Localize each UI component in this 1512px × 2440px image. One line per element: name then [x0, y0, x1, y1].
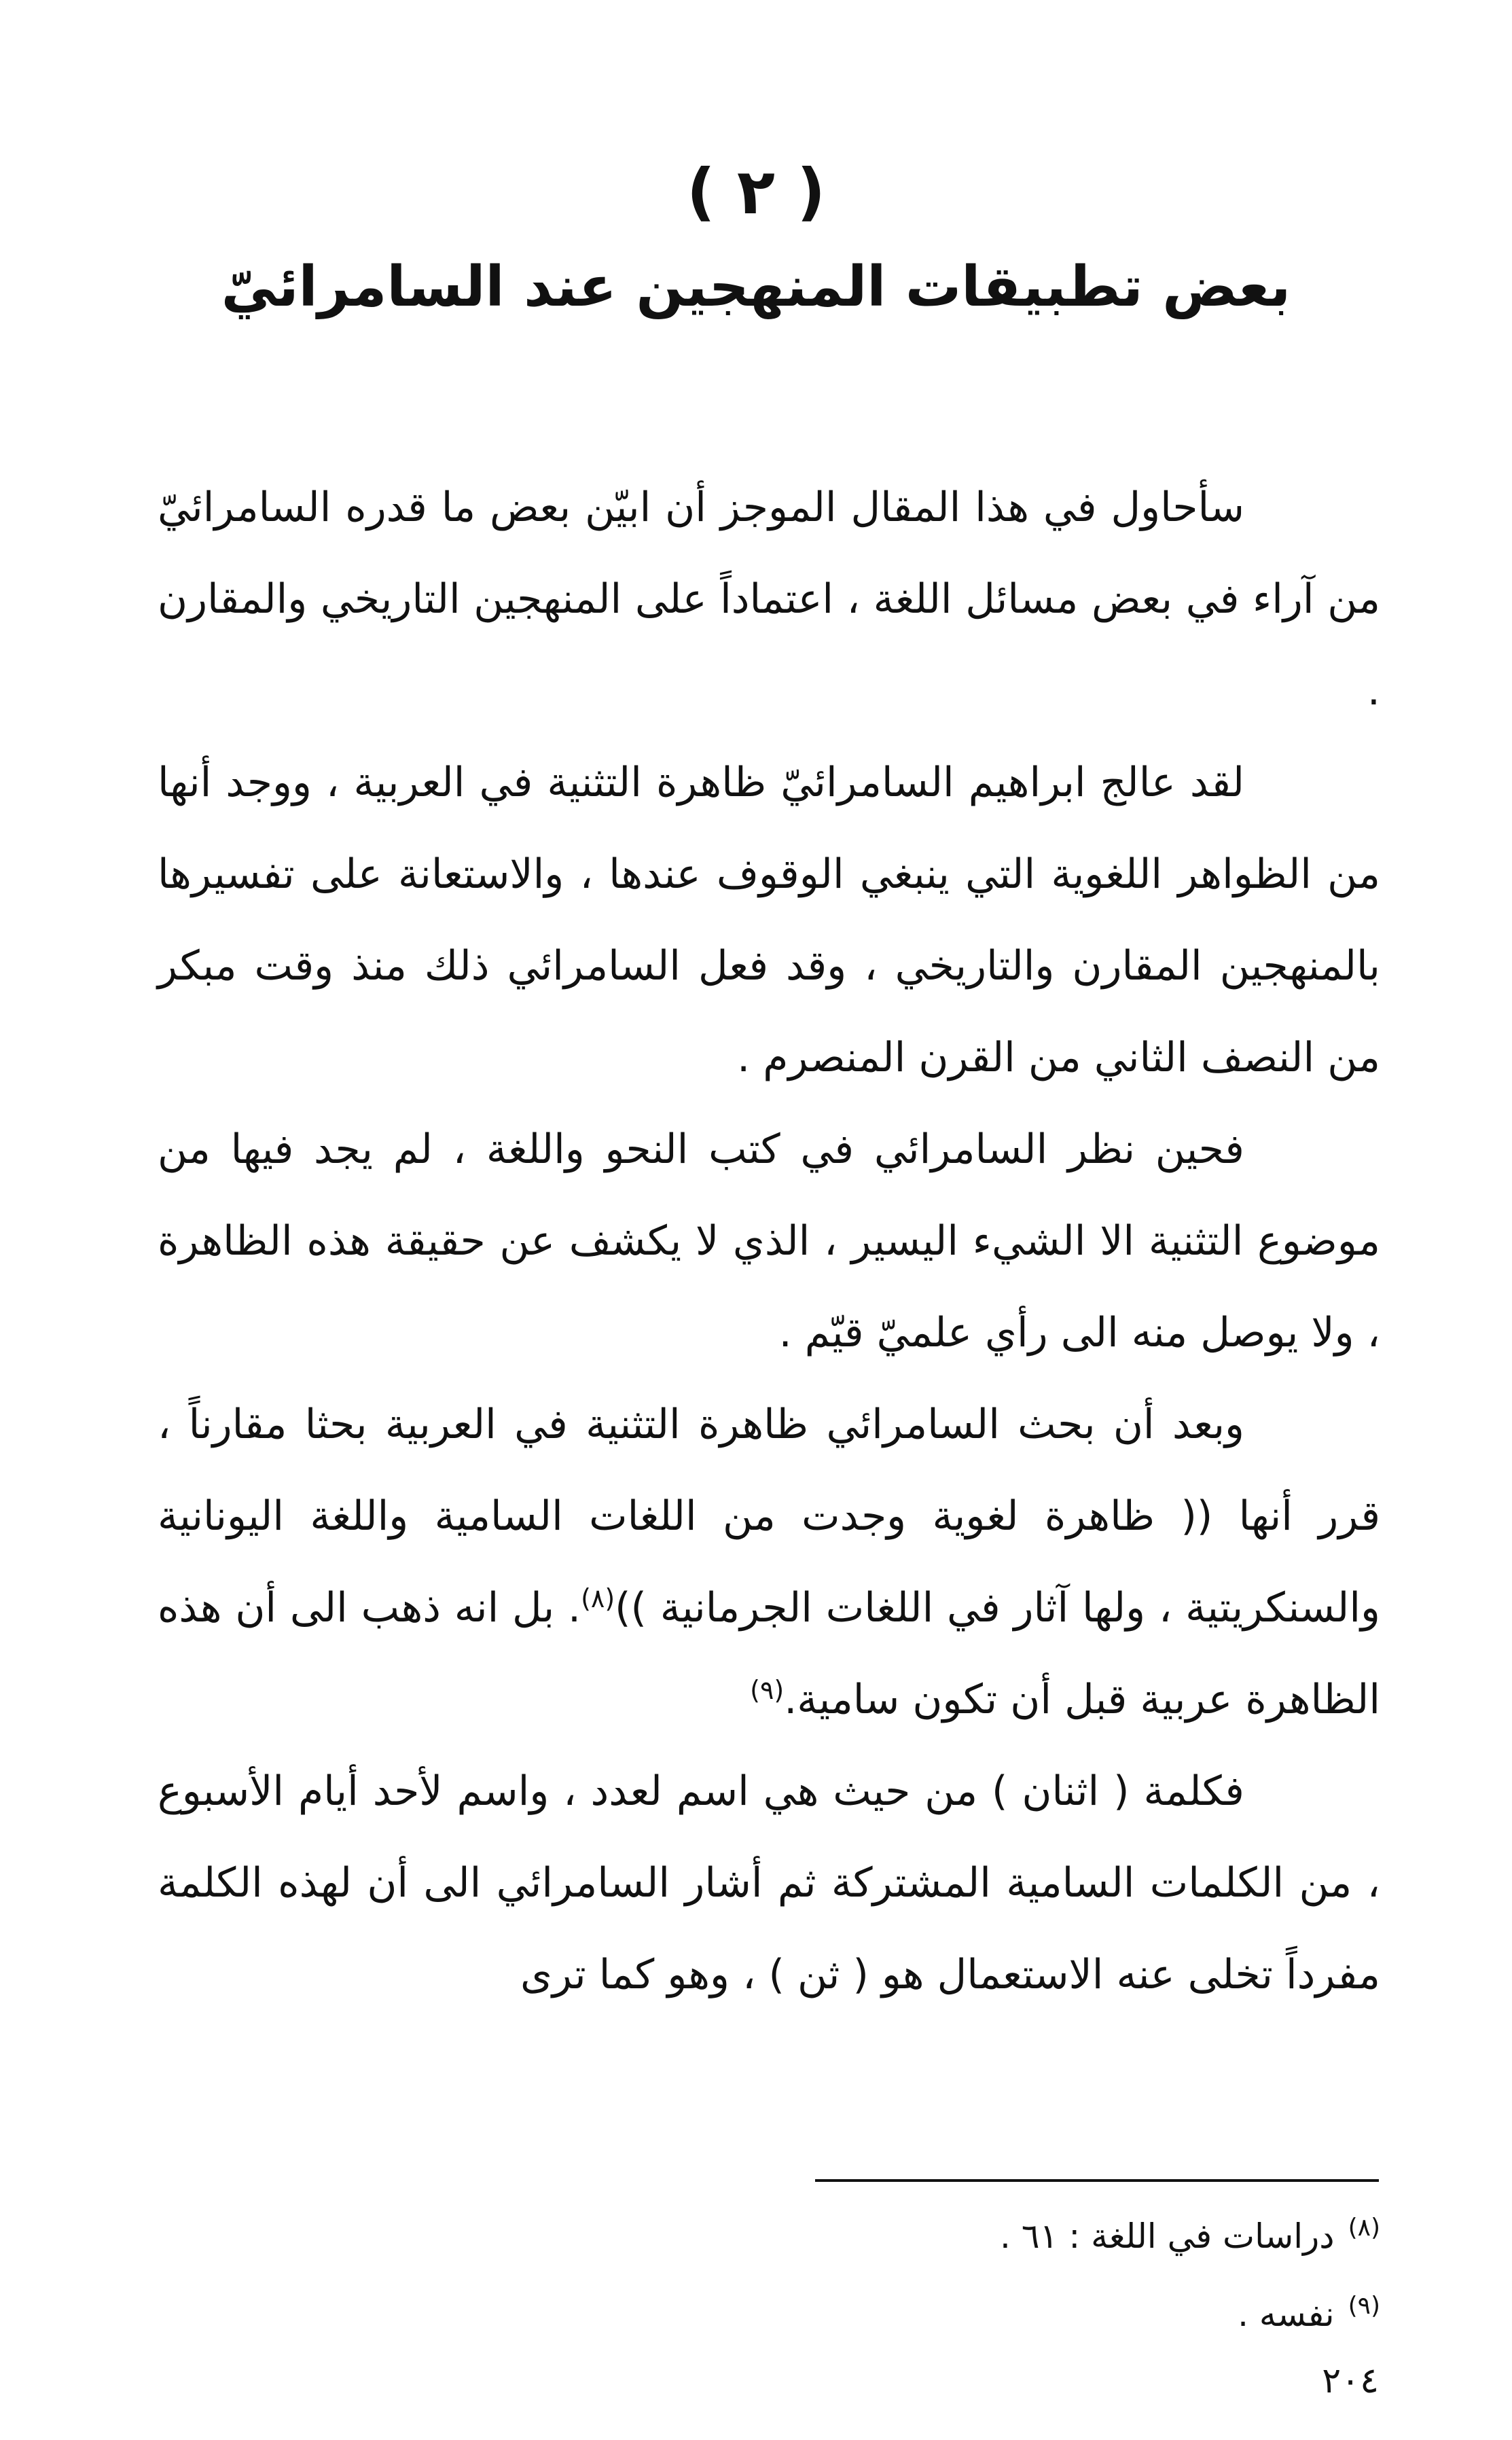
- section-number: ( ٢ ): [686, 156, 826, 228]
- body-text: [158, 462, 1380, 2021]
- footnote-ref-9: (٩): [750, 1675, 785, 1705]
- footnote-8: [158, 2197, 1380, 2276]
- footnote-text: دراسات في اللغة : ٦١ .: [999, 2217, 1335, 2256]
- section-title: بعض تطبيقات المنهجين عند السامرائيّ: [221, 255, 1291, 319]
- footnote-text: نفسه .: [1238, 2295, 1335, 2334]
- page-number: ٢٠٤: [1322, 2361, 1379, 2401]
- paragraph-2: لقد عالج ابراهيم السامرائيّ ظاهرة التثنية في العربية ، ووجد أنها من الظواهر اللغوية التي ينبغي الوقوف عندها ، والاستعانة على تفسيرها بالمنهجين المقارن والتاريخي ، وقد فعل السامرائي ذلك منذ وقت مبكر من النصف الثاني من القرن المنصرم .: [158, 759, 1380, 1081]
- footnotes: [158, 2197, 1380, 2354]
- footnote-divider: [815, 2179, 1379, 2182]
- paragraph-3: فحين نظر السامرائي في كتب النحو واللغة ، لم يجد فيها من موضوع التثنية الا الشيء اليسير ، الذي لا يكشف عن حقيقة هذه الظاهرة ، ولا يوصل منه الى رأي علميّ قيّم .: [158, 1126, 1380, 1357]
- footnote-mark: (٩): [1348, 2292, 1380, 2320]
- paragraph-4-text-b: . بل انه ذهب الى أن هذه الظاهرة عربية قبل أن تكون سامية.: [158, 1584, 1380, 1723]
- footnote-mark: (٨): [1348, 2214, 1380, 2242]
- paragraph-4-text-a: وبعد أن بحث السامرائي ظاهرة التثنية في العربية بحثا مقارناً ، قرر أنها (( ظاهرة لغوية وجدت من اللغات السامية واللغة اليونانية والسنكريتية ، ولها آثار في اللغات الجرمانية )): [158, 1401, 1380, 1632]
- paragraph-1: سأحاول في هذا المقال الموجز أن ابيّن بعض ما قدره السامرائيّ من آراء في بعض مسائل اللغة ، اعتماداً على المنهجين التاريخي والمقارن .: [158, 484, 1380, 715]
- footnote-ref-8: (٨): [581, 1583, 615, 1613]
- paragraph-5: فكلمة ( اثنان ) من حيث هي اسم لعدد ، واسم لأحد أيام الأسبوع ، من الكلمات السامية المشتركة ثم أشار السامرائي الى أن لهذه الكلمة مفرداً تخلى عنه الاستعمال هو ( ثن ) ، وهو كما ترى: [158, 1768, 1380, 1998]
- paragraph-4: [158, 1379, 1380, 1746]
- footnote-9: [158, 2276, 1380, 2354]
